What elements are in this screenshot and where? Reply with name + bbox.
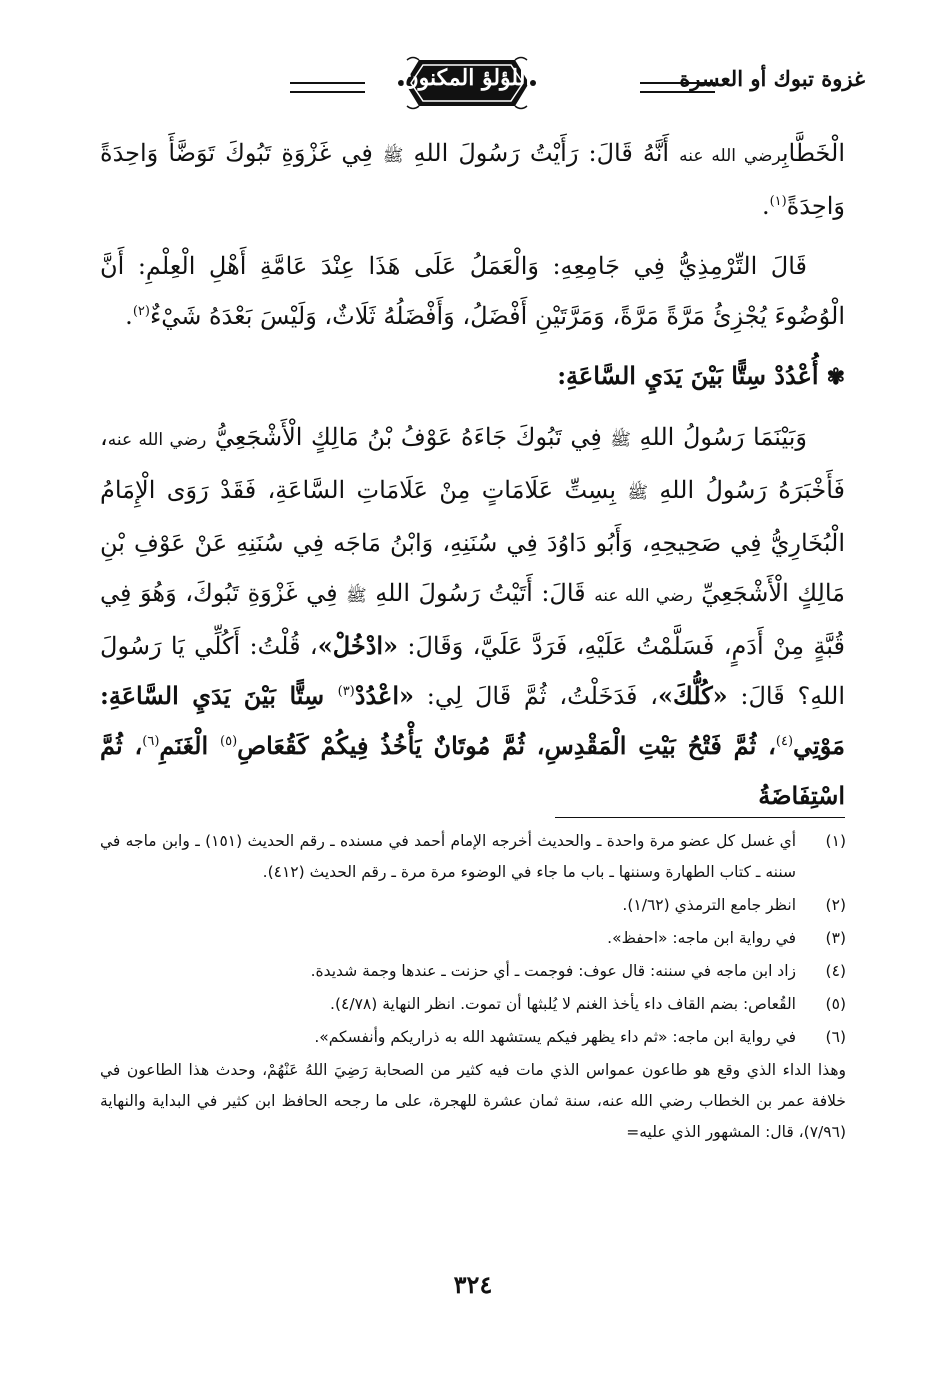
footnote-5	[100, 989, 846, 1020]
page-number: ٣٢٤	[453, 1270, 493, 1299]
footnote-ref-5[interactable]: (٥)	[220, 734, 238, 749]
honorific-icon: رضي الله عنه	[679, 146, 782, 166]
main-text	[100, 128, 845, 831]
footnote-text: في رواية ابن ماجه: «احفظ».	[607, 929, 796, 947]
footnote-3	[100, 923, 846, 954]
footnote-ref-4[interactable]: (٤)	[775, 734, 794, 749]
paragraph-2	[100, 241, 845, 341]
footnote-number: (٤)	[825, 962, 846, 980]
hadith-quote: سِتًّا بَيْنَ يَدَيِ السَّاعَةِ: مَوْتِي	[100, 681, 845, 760]
footnote-continuation: وهذا الداء الذي وقع هو طاعون عمواس الذي مات فيه كثير من الصحابة رَضِيَ اللهُ عَنْهُمْ، وحدث هذا الطاعون في خلافة عمر بن الخطاب رضي الله عنه، سنة ثمان عشرة للهجرة، على ما رجحه الحافظ ابن كثير في البداية والنهاية (٧/٩٦)، قال: المشهور الذي عليه=	[100, 1061, 846, 1141]
footnote-text: في رواية ابن ماجه: «ثم داء يظهر فيكم يستشهد الله به ذراريكم وأنفسكم».	[314, 1028, 796, 1046]
hadith-quote: «كُلُّكَ»	[658, 681, 728, 710]
text-run: فِي غَزْوَةِ تَبُوكَ تَوَضَّأَ وَاحِدَةً وَاحِدَةً	[100, 139, 845, 220]
hadith-quote: ، ثُمَّ اسْتِفَاضَةُ	[100, 731, 845, 810]
title-cartouche	[397, 54, 537, 112]
footnote-text: أي غسل كل عضو مرة واحدة ـ والحديث أخرجه الإمام أحمد في مسنده ـ رقم الحديث (١٥١) ـ وابن ماجه في سننه ـ كتاب الطهارة وسننها ـ باب ما جاء في الوضوء مرة مرة ـ رقم الحديث (٤١٢).	[100, 832, 797, 881]
hadith-quote: الْغَنَمِ	[159, 731, 221, 760]
footnote-text: انظر جامع الترمذي (١/٦٢).	[622, 896, 796, 914]
flower-icon: ✾	[826, 364, 845, 390]
footnote-1	[100, 826, 846, 888]
footnote-ref-6[interactable]: (٦)	[142, 734, 160, 749]
text-run: .	[125, 302, 133, 330]
honorific-icon: رضي الله عنه	[107, 430, 207, 450]
salutation-icon: ﷺ	[610, 430, 631, 450]
footnotes	[100, 826, 846, 1148]
footnote-2	[100, 890, 846, 921]
paragraph-1	[100, 128, 845, 231]
footnote-number: (٥)	[825, 995, 846, 1013]
footnote-ref-2[interactable]: (٢)	[132, 304, 150, 319]
text-run: ، فَأَخْبَرَهُ رَسُولُ اللهِ	[100, 423, 845, 504]
footnote-number: (٢)	[825, 896, 846, 914]
footnote-divider	[555, 817, 845, 818]
footnote-4	[100, 956, 846, 987]
footnote-ref-3[interactable]: (٣)	[337, 684, 355, 699]
text-run: وَبَيْنَمَا رَسُولُ اللهِ	[630, 423, 808, 451]
paragraph-3	[100, 412, 845, 821]
salutation-icon: ﷺ	[627, 483, 648, 503]
footnote-number: (٣)	[825, 929, 846, 947]
footnote-ref-1[interactable]: (١)	[769, 194, 787, 209]
footnote-text: القُعاص: بضم القاف داء يأخذ الغنم لا يُلبثها أن تموت. انظر النهاية (٤/٧٨).	[330, 995, 796, 1013]
hadith-quote: «اعْدُدْ	[354, 681, 415, 710]
salutation-icon: ﷺ	[382, 146, 404, 166]
header-rule-right	[640, 82, 715, 93]
footnote-text: زاد ابن ماجه في سننه: قال عوف: فوجمت ـ أي حزنت ـ عندها وجمة شديدة.	[310, 962, 796, 980]
hadith-quote: ، ثُمَّ فَتْحُ بَيْتِ الْمَقْدِسِ، ثُمَّ مُوتَانٌ يَأْخُذُ فِيكُمْ كَقُعَاصِ	[237, 731, 776, 760]
footnote-6	[100, 1022, 846, 1053]
text-run: ، قُلْتُ: أَكُلِّي يَا رَسُولَ اللهِ؟ قَالَ:	[100, 632, 845, 710]
footnote-number: (٦)	[825, 1028, 846, 1046]
honorific-icon: رضي الله عنه	[594, 586, 693, 606]
salutation-icon: ﷺ	[346, 586, 367, 606]
text-run: ، فَدَخَلْتُ، ثُمَّ قَالَ لِي:	[414, 682, 659, 710]
text-run: قَالَ التِّرْمِذِيُّ فِي جَامِعِهِ: وَالْعَمَلُ عَلَى هَذَا عِنْدَ عَامَّةِ أَهْلِ الْعِلْمِ: أَنَّ الْوُضُوءَ يُجْزِئُ مَرَّةً مَرَّةً، وَمَرَّتَيْنِ أَفْضَلُ، وَأَفْضَلُهُ ثَلَاثٌ، وَلَيْسَ بَعْدَهُ شَيْءٌ	[100, 252, 845, 330]
text-run: فِي غَزْوَةِ تَبُوكَ، وَهُوَ فِي قُبَّةٍ مِنْ أَدَمٍ، فَسَلَّمْتُ عَلَيْهِ، فَرَدَّ عَلَيَّ، وَقَالَ:	[100, 579, 846, 660]
text-run: الْخَطَّابِ	[781, 139, 845, 167]
text-run: قَالَ: أَتَيْتُ رَسُولَ اللهِ	[366, 579, 595, 607]
chapter-title: غزوة تبوك أو العسرة	[679, 66, 865, 91]
book-title: اللؤلؤ المكنون	[402, 65, 532, 91]
heading-text: أُعْدُدْ سِتًّا بَيْنَ يَدَيِ السَّاعَةِ:	[557, 361, 819, 390]
running-header	[75, 52, 865, 122]
text-run: فِي تَبُوكَ جَاءَهُ عَوْفُ بْنُ مَالِكٍ الْأَشْجَعِيُّ	[206, 423, 611, 451]
text-run: بِسِتِّ عَلَامَاتٍ مِنْ عَلَامَاتِ السَّاعَةِ، فَقَدْ رَوَى الْإِمَامُ الْبُخَارِيُّ فِي صَحِيحِهِ، وَأَبُو دَاوُدَ فِي سُنَنِهِ، وَابْنُ مَاجَه فِي سُنَنِهِ عَنْ عَوْفِ بْنِ مَالِكٍ الْأَشْجَعِيِّ	[100, 476, 846, 607]
hadith-quote: «ادْخُلْ»	[317, 631, 399, 660]
section-heading	[100, 351, 845, 402]
text-run: أَنَّهُ قَالَ: رَأَيْتُ رَسُولَ اللهِ	[403, 139, 680, 167]
footnote-number: (١)	[825, 832, 846, 850]
text-run: .	[761, 192, 770, 220]
header-rule-left	[290, 82, 365, 93]
